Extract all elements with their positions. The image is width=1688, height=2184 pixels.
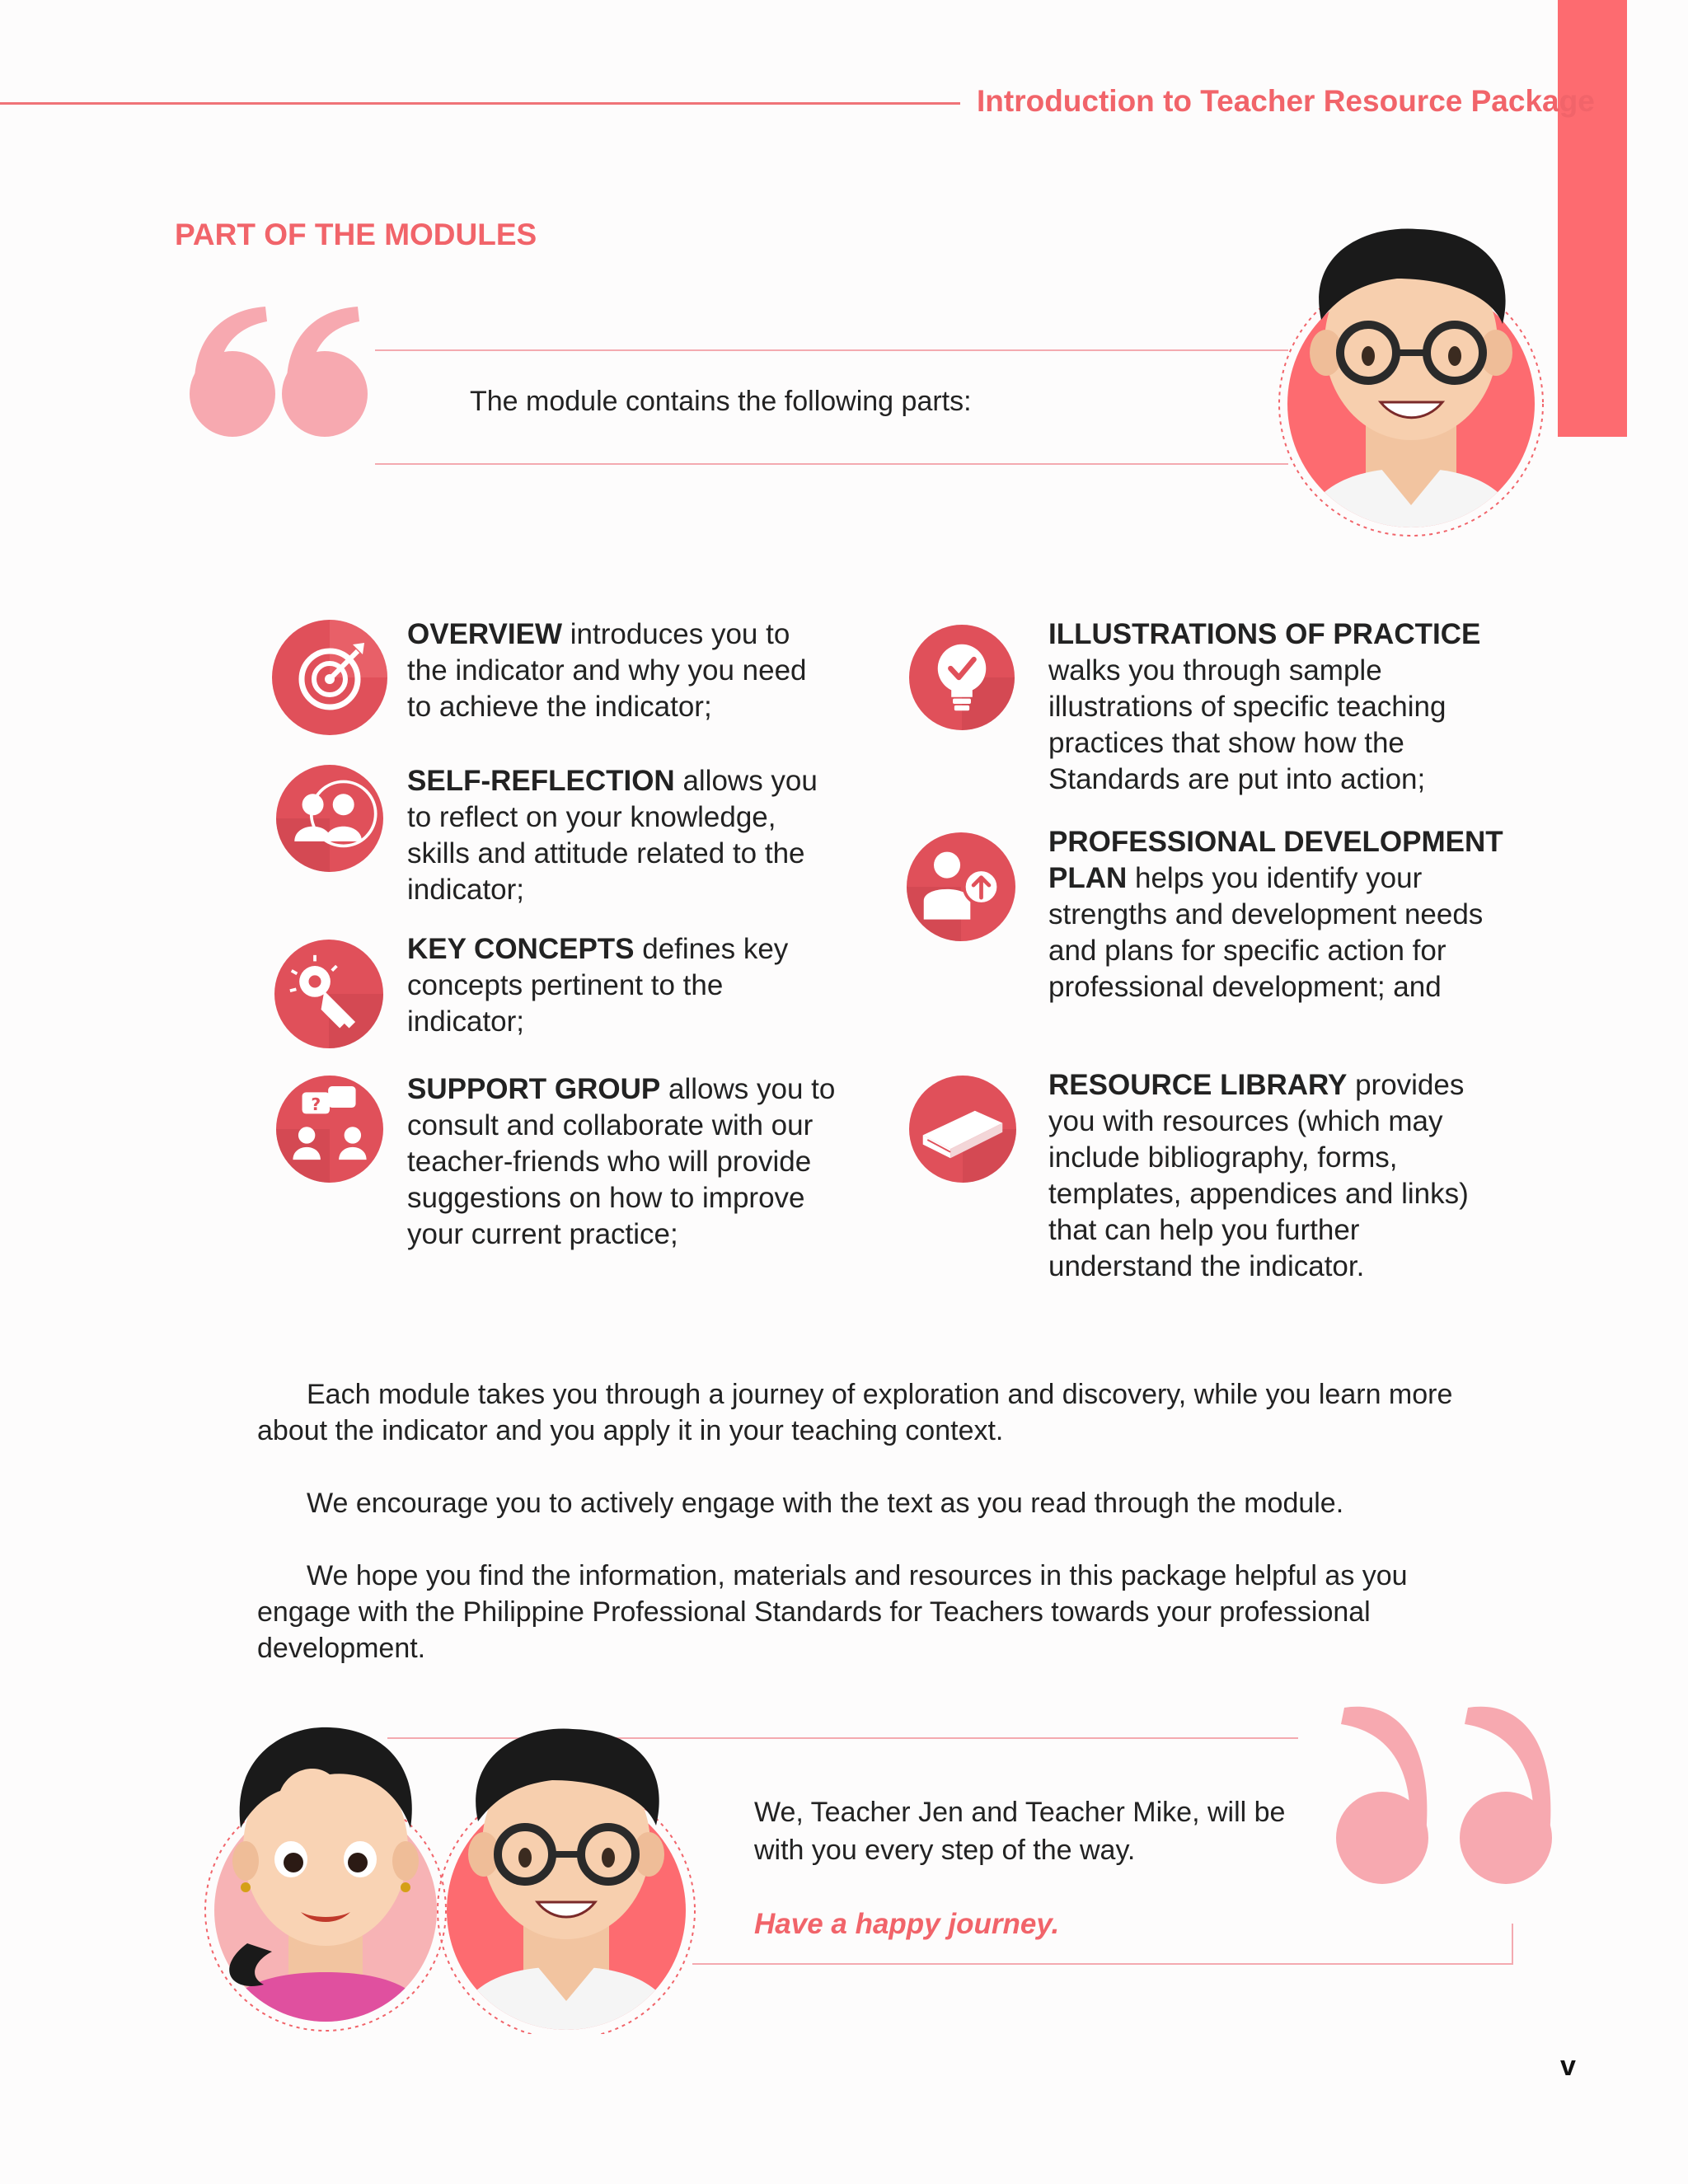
item-desc: walks you through sample illustrations of specific teaching practices that show how the Standards are put into action; [1048,654,1447,795]
list-item-support-group [407,1071,836,1253]
item-desc: introduces you to the indicator and why you need to achieve the indicator; [407,618,807,723]
side-accent-bar [1558,0,1627,437]
closing-text: We, Teacher Jen and Teacher Mike, will be with you every step of the way. [754,1797,1286,1866]
teacher-jen-avatar [198,1713,453,2034]
list-item-overview [407,616,836,725]
svg-text:?: ? [311,1094,321,1114]
item-desc: allows you to consult and collaborate with our teacher-friends who will provide suggestions on how to improve your current practice; [407,1073,836,1250]
group-chat-icon [276,1076,383,1183]
list-item-resource-library [1048,1067,1510,1285]
quote-top-rule [375,349,1288,351]
item-desc: defines key concepts pertinent to the indicator; [407,933,789,1038]
paragraph-journey: Each module takes you through a journey of exploration and discovery, while you learn more about the indicator and you apply it in your teaching context. [257,1379,1453,1446]
open-quote-icon [183,303,377,443]
item-title: KEY CONCEPTS [407,933,635,965]
item-desc: allows you to reflect on your knowledge, skills and attitude related to the indicator; [407,765,818,906]
item-title: SELF-REFLECTION [407,765,675,797]
paragraph-hope: We hope you find the information, materials and resources in this package helpful as you engage with the Philippine Professional Standards for Teachers towards your professional development. [257,1560,1408,1664]
list-item-illustrations-of-practice [1048,616,1510,798]
header-title: Introduction to Teacher Resource Package [977,84,1595,118]
item-desc: provides you with resources (which may include bibliography, forms, templates, appendices and links) that can help you further understand the indicator. [1048,1069,1469,1282]
item-title: SUPPORT GROUP [407,1073,661,1105]
item-title: ILLUSTRATIONS OF PRACTICE [1048,618,1481,650]
quote-bottom-rule [375,463,1288,465]
item-title: PROFESSIONAL DEVELOPMENT PLAN [1048,826,1503,894]
list-item-key-concepts [407,931,836,1040]
item-title: OVERVIEW [407,618,563,650]
list-item-professional-development-plan [1048,824,1510,1005]
intro-text: The module contains the following parts: [470,386,972,417]
closing-bottom-rule [692,1963,1512,1965]
key-icon [274,940,383,1048]
list-item-self-reflection [407,763,836,908]
close-quote-icon [1331,1699,1562,1885]
closing-bottom-rule-tick [1512,1924,1513,1965]
teacher-mike-avatar-bottom [429,1704,705,2034]
item-desc: helps you identify your strengths and development needs and plans for specific action for professional development; and [1048,862,1484,1003]
header-rule [0,102,960,105]
paragraph-engage: We encourage you to actively engage with the text as you read through the module. [307,1488,1344,1519]
mirror-reflection-icon [276,765,383,872]
item-title: RESOURCE LIBRARY [1048,1069,1348,1101]
lightbulb-check-icon [909,625,1015,730]
person-growth-icon [907,832,1015,941]
target-icon [272,620,387,735]
closing-tagline: Have a happy journey. [754,1908,1060,1940]
page-number: v [1560,2050,1576,2082]
book-icon [909,1076,1016,1183]
teacher-mike-avatar [1273,221,1550,542]
section-title: PART OF THE MODULES [175,218,537,251]
